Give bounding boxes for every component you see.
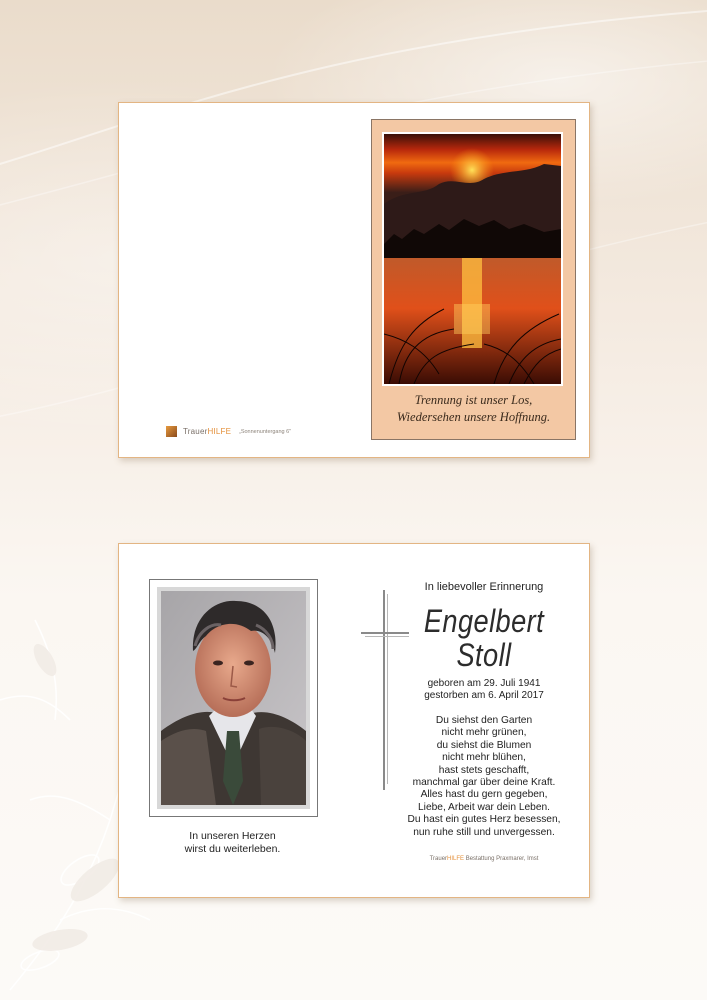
first-name: Engelbert (423, 603, 545, 639)
remembrance-text: In unseren Herzen wirst du weiterleben. (184, 830, 281, 855)
poem-line: Liebe, Arbeit war dein Leben. (418, 801, 550, 813)
poem-line: Alles hast du gern gegeben, (420, 789, 548, 801)
death-date: gestorben am 6. April 2017 (424, 690, 544, 701)
cover-quote (372, 392, 575, 426)
design-caption: „Sonnenuntergang 6" (239, 429, 292, 435)
cover-panel (371, 119, 576, 440)
quote-line-2: Wiedersehen unsere Hoffnung. (396, 410, 551, 424)
poem-line: manchmal gar über deine Kraft. (412, 777, 556, 789)
deceased-name (403, 604, 565, 672)
poem (389, 715, 579, 839)
poem-line: du siehst die Blumen (436, 739, 532, 751)
quote-line-1: Trennung ist unser Los, (414, 393, 533, 407)
portrait-frame (149, 579, 318, 817)
brand-name: TrauerHILFE (183, 427, 232, 436)
funeral-home-credit: TrauerHILFE Bestattung Praxmarer, Imst (429, 856, 539, 862)
poem-line: nicht mehr blühen, (442, 752, 526, 764)
card-back (118, 543, 590, 898)
birth-date: geboren am 29. Juli 1941 (427, 678, 541, 689)
brand-mark (166, 426, 231, 437)
poem-line: Du siehst den Garten (435, 715, 533, 726)
poem-line: nicht mehr grünen, (441, 727, 527, 739)
brand-logo-icon (166, 426, 177, 437)
life-dates (389, 678, 579, 702)
portrait-photo (161, 591, 306, 805)
sunset-photo (382, 132, 563, 386)
card-front (118, 102, 590, 458)
last-name: Stoll (456, 637, 512, 673)
poem-line: hast stets geschafft, (438, 764, 530, 776)
poem-line: nun ruhe still und unvergessen. (413, 826, 555, 838)
intro-text: In liebevoller Erinnerung (424, 581, 544, 593)
poem-line: Du hast ein gutes Herz besessen, (407, 814, 561, 826)
